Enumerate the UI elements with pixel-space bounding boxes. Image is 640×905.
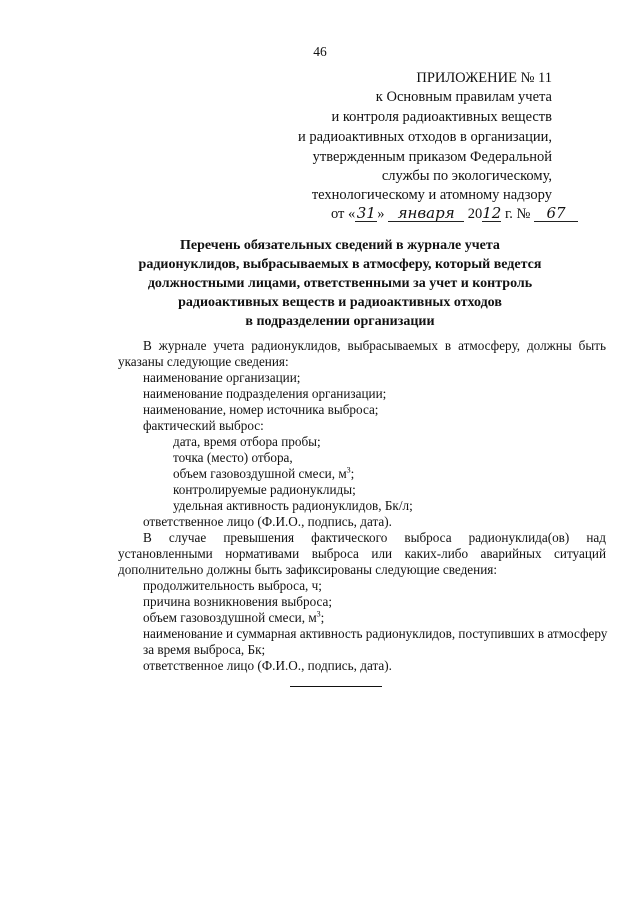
date-prefix: от « <box>330 206 356 222</box>
document-heading <box>60 236 620 331</box>
heading-line: должностными лицами, ответственными за учет и контроль <box>147 276 533 291</box>
list-item: наименование, номер источника выброса; <box>143 402 379 417</box>
list-item: фактический выброс: <box>143 418 264 433</box>
list-item: наименование подразделения организации; <box>143 386 387 401</box>
sublist-item <box>173 465 354 482</box>
list-item: причина возникновения выброса; <box>143 594 333 609</box>
superscript: 3 <box>346 465 351 475</box>
page-number: 46 <box>313 44 327 59</box>
handwritten-month: января <box>388 205 464 222</box>
appendix-line: службы по экологическому, <box>381 168 552 184</box>
sublist-item: точка (место) отбора, <box>173 450 293 465</box>
appendix-line: технологическому и атомному надзору <box>311 187 552 203</box>
appendix-line: и контроля радиоактивных веществ <box>331 109 552 125</box>
handwritten-year: 12 <box>482 204 502 222</box>
exceed-line: дополнительно должны быть зафиксированы следующие сведения: <box>118 562 497 577</box>
list-text: объем газовоздушной смеси, м <box>143 610 317 625</box>
exceed-line: установленными нормативами выброса или каких-либо аварийных ситуаций <box>118 546 606 561</box>
list-item: за время выброса, Бк; <box>143 642 266 657</box>
sublist-item: удельная активность радионуклидов, Бк/л; <box>173 498 413 513</box>
heading-line: радиоактивных веществ и радиоактивных отходов <box>178 295 502 310</box>
exceed-line: В случае превышения фактического выброса радионуклида(ов) над <box>143 530 606 545</box>
heading-line: в подразделении организации <box>245 314 435 329</box>
appendix-title: ПРИЛОЖЕНИЕ № 11 <box>416 70 552 86</box>
sublist-item: дата, время отбора пробы; <box>173 434 321 449</box>
list-item: ответственное лицо (Ф.И.О., подпись, дата). <box>143 514 392 529</box>
handwritten-number: 67 <box>534 205 578 222</box>
appendix-line: и радиоактивных отходов в организации, <box>297 129 552 145</box>
year-prefix: 20 <box>464 206 483 222</box>
list-item: наименование организации; <box>143 370 301 385</box>
intro-line: В журнале учета радионуклидов, выбрасываемых в атмосферу, должны быть <box>143 338 606 353</box>
order-date-line <box>331 204 578 224</box>
punctuation: ; <box>320 610 325 625</box>
number-prefix: г. № <box>501 206 534 222</box>
sublist-item: контролируемые радионуклиды; <box>173 482 356 497</box>
handwritten-day: 31 <box>356 204 376 222</box>
heading-line: радионуклидов, выбрасываемых в атмосферу, который ведется <box>138 257 542 272</box>
intro-line: указаны следующие сведения: <box>118 354 289 369</box>
date-mid: » <box>377 206 389 222</box>
superscript: 3 <box>316 609 321 619</box>
heading-line: Перечень обязательных сведений в журнале учета <box>180 238 500 253</box>
sublist-text: объем газовоздушной смеси, м <box>173 466 347 481</box>
appendix-line: к Основным правилам учета <box>375 89 552 105</box>
closing-rule <box>290 686 382 687</box>
list-item <box>143 609 324 626</box>
list-item: ответственное лицо (Ф.И.О., подпись, дата). <box>143 658 392 673</box>
punctuation: ; <box>350 466 355 481</box>
appendix-line: утвержденным приказом Федеральной <box>312 149 552 165</box>
list-item: продолжительность выброса, ч; <box>143 578 322 593</box>
list-item: наименование и суммарная активность радионуклидов, поступивших в атмосферу <box>143 626 608 641</box>
